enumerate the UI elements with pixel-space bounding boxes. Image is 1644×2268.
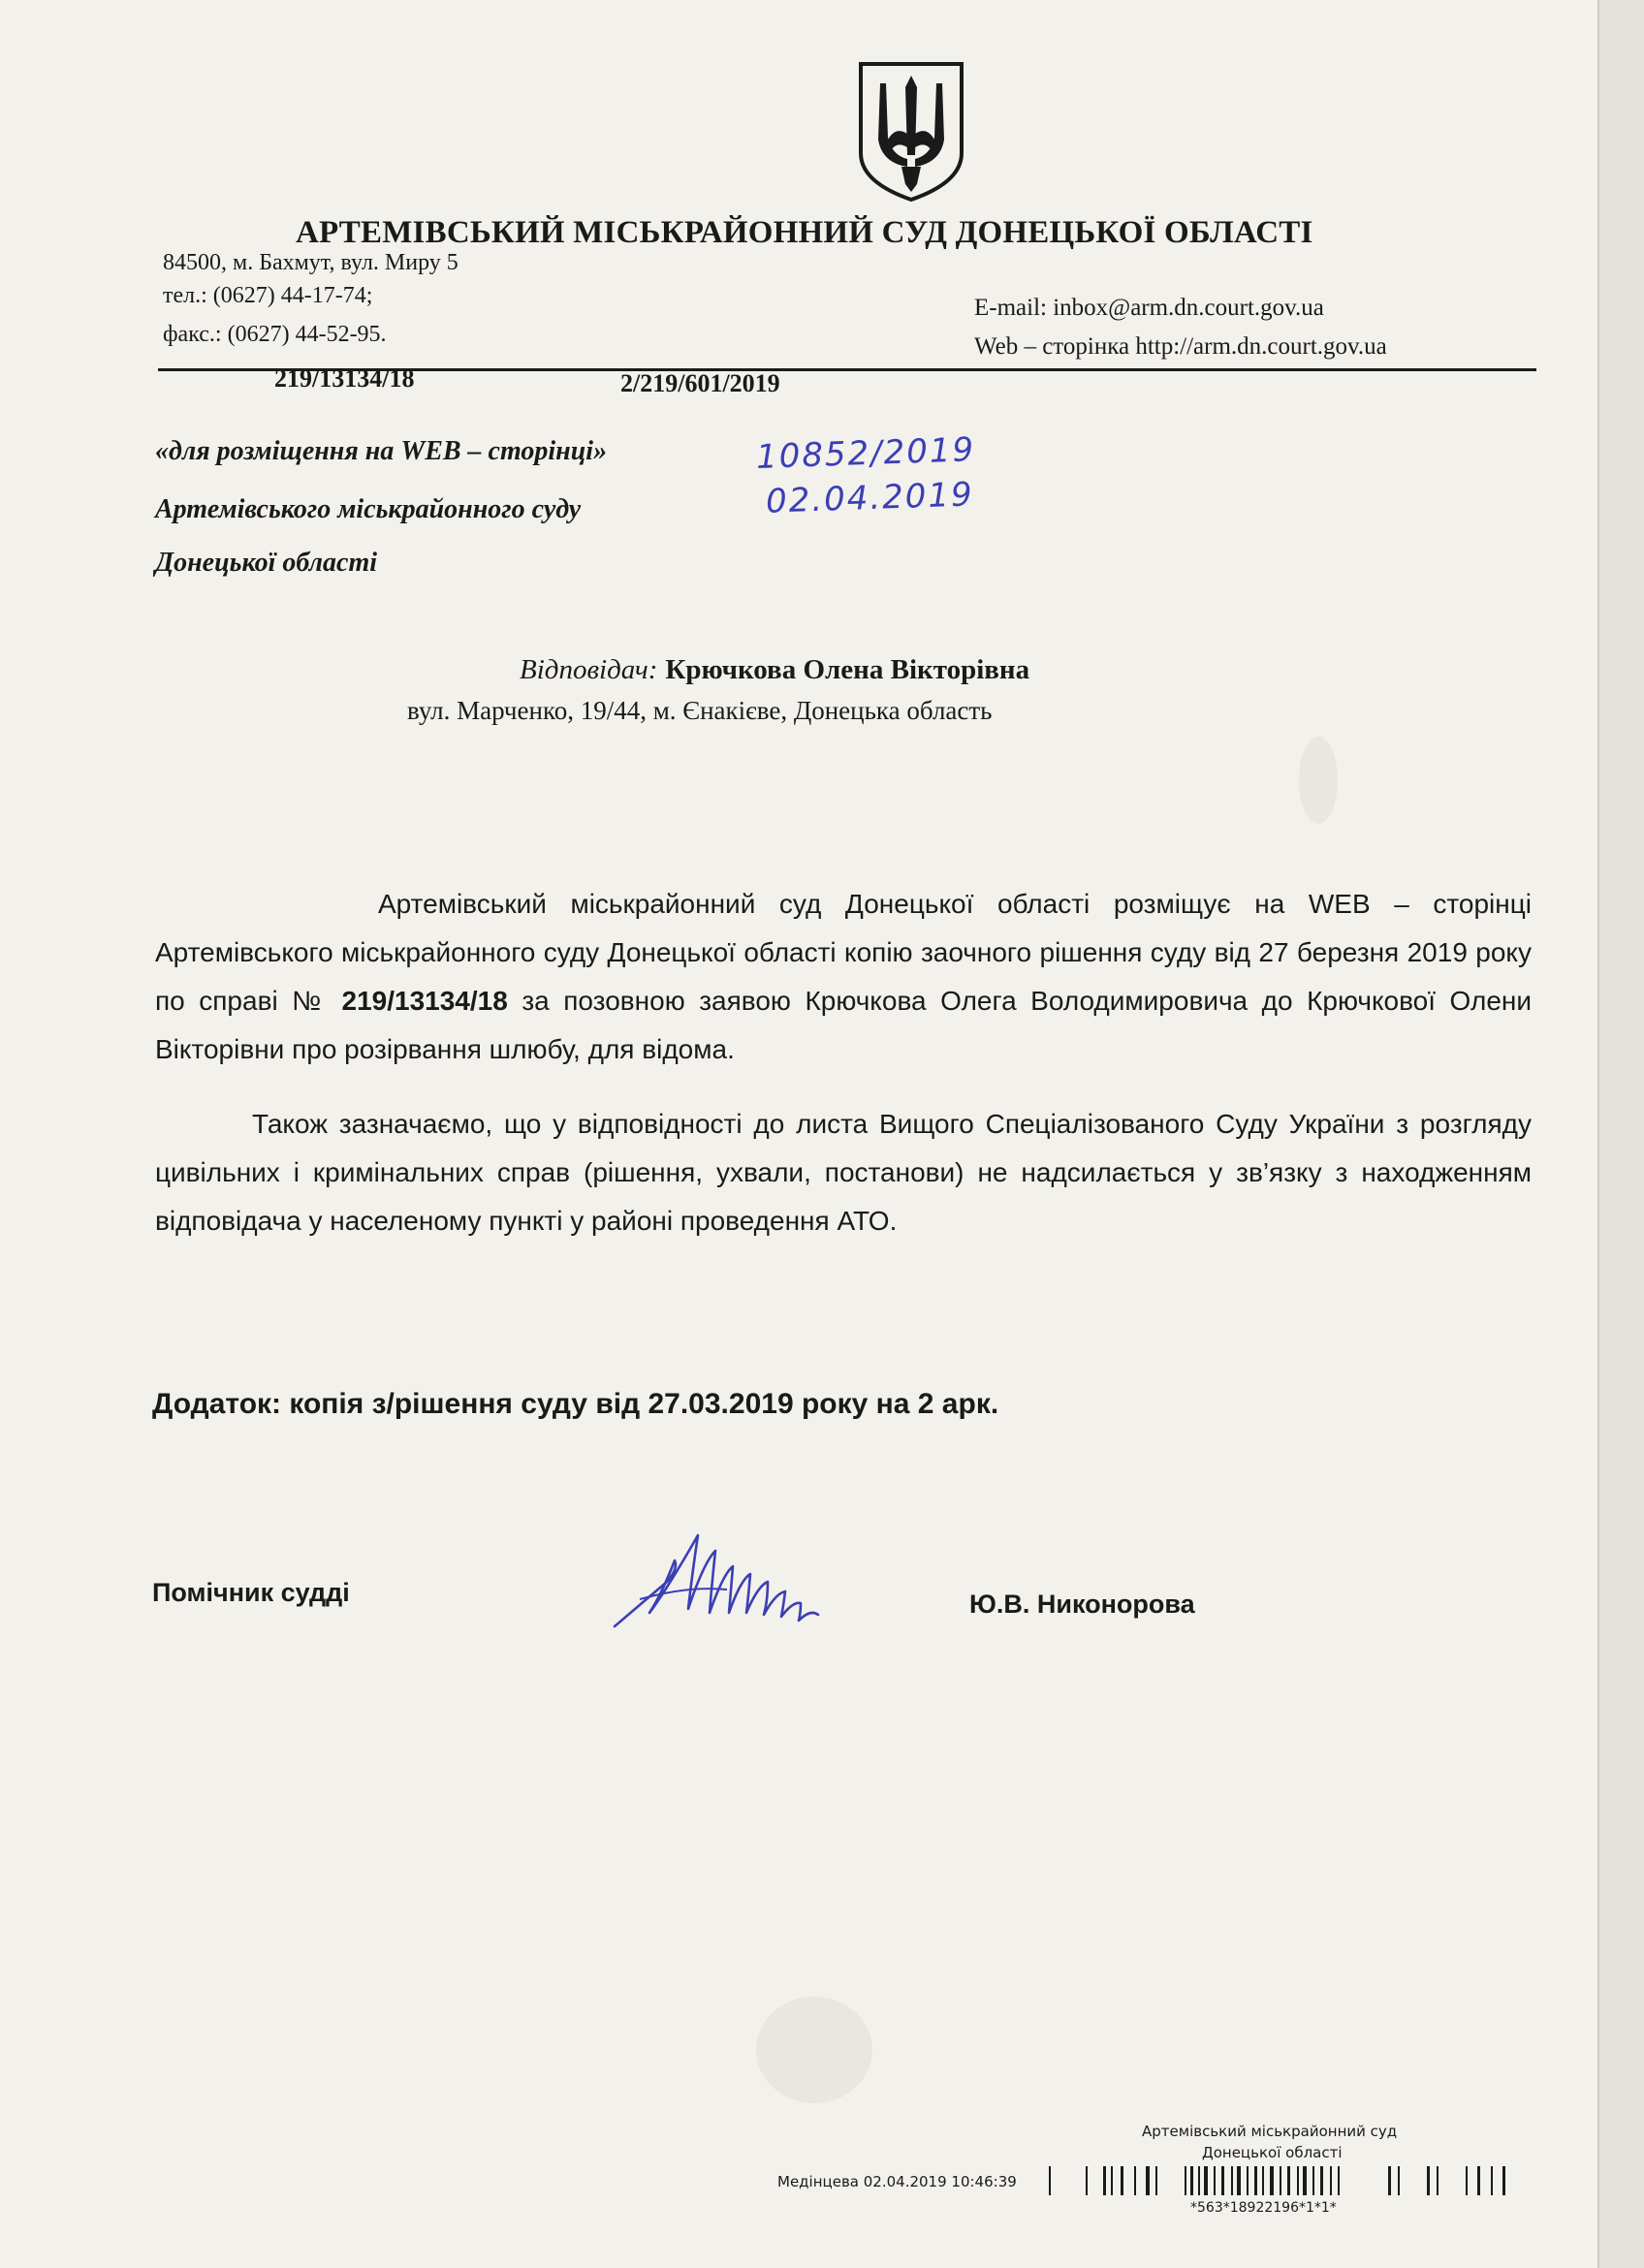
body-paragraph-1-end: за позовною заявою Крючкова Олега Володимировича до Крючкової Олени Вікторівни про розірвання шлюбу, для відома. [155,986,1532,1064]
handwritten-reg-number: 10852/2019 [755,430,976,477]
scan-smudge [1299,737,1338,824]
stamp-court-line-1: Артемівський міськрайонний суд [1142,2123,1398,2140]
outgoing-number: 2/219/601/2019 [620,369,780,397]
attachment-note: Додаток: копія з/рішення суду від 27.03.2019 року на 2 арк. [152,1388,999,1420]
scan-smudge [756,1997,872,2103]
body-paragraph-1 [155,880,1532,1074]
scan-edge [1599,0,1644,2268]
court-name: АРТЕМІВСЬКИЙ МІСЬКРАЙОННИЙ СУД ДОНЕЦЬКОЇ ОБЛАСТІ [296,215,1313,250]
stamp-court-line-2: Донецької області [1202,2144,1343,2161]
body-paragraph-1-text: Артемівський міськрайонний суд Донецької області розміщує на WEB – сторінці Артемівського міськрайонного суду Донецької області копію заочного рішення суду від 27 березня 2019 року по справі № [155,889,1532,1016]
court-website: Web – сторінка http://arm.dn.court.gov.ua [974,333,1387,360]
case-number: 219/13134/18 [274,364,415,393]
defendant-name: Крючкова Олена Вікторівна [665,654,1030,685]
handwritten-reg-date: 02.04.2019 [765,475,975,521]
stamp-registrar: Медінцева 02.04.2019 10:46:39 [777,2173,1017,2190]
defendant-address: вул. Марченко, 19/44, м. Єнакієве, Донецька область [407,696,993,725]
defendant-line [520,654,1029,686]
addressee-line-1: «для розміщення на WEB – сторінці» [155,436,608,466]
court-address: 84500, м. Бахмут, вул. Миру 5 [163,250,458,275]
barcode-icon [1049,2166,1514,2195]
body-paragraph-2: Також зазначаємо, що у відповідності до листа Вищого Спеціалізованого Суду України з розгляду цивільних і кримінальних справ (рішення, ухвали, постанови) не надсилається у зв’язку з находженням відповідача у населеному пункті у районі проведення АТО. [155,1109,1532,1236]
handwritten-signature [611,1512,853,1648]
defendant-label: Відповідач: [520,654,658,685]
signatory-role: Помічник судді [152,1578,350,1607]
addressee-line-3: Донецької області [155,548,378,578]
court-fax: факс.: (0627) 44-52-95. [163,322,387,347]
signatory-name: Ю.В. Никонорова [969,1590,1195,1619]
court-email: E-mail: inbox@arm.dn.court.gov.ua [974,295,1324,321]
stamp-barcode-text: *563*18922196*1*1* [1190,2200,1337,2216]
body-case-number: 219/13134/18 [341,986,508,1016]
scan-edge-line [1597,0,1599,2268]
addressee-line-2: Артемівського міськрайонного суду [155,494,582,524]
coat-of-arms-icon [853,58,969,204]
court-phone: тел.: (0627) 44-17-74; [163,283,373,308]
